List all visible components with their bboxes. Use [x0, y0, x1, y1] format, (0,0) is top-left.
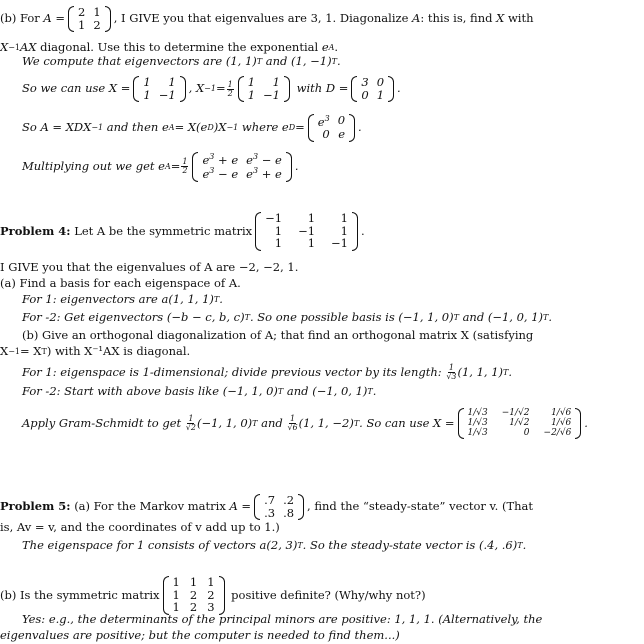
p5-q-cont: is, Av = v, and the coordinates of v add up to 1.) [0, 520, 280, 534]
p4-give: I GIVE you that the eigenvalues of A are −2, −2, 1. [0, 260, 299, 274]
matrix-eD: $e^3$ 0 0 e [308, 114, 355, 142]
matrix-X-orth: 1/√3 −1/√2 1/√6 1/√3 1/√2 1/√6 1/√3 0 −2/√6 [458, 408, 582, 439]
matrix-D: 3 0 0 1 [351, 76, 394, 102]
p5-ans: The eigenspace for 1 consists of vectors a(2, 3) T . So the steady-state vector is (.4, .6) T . [22, 538, 527, 552]
p4-b: (b) Give an orthogonal diagonalization of A; that find an orthogonal matrix X (satisfying [22, 328, 534, 342]
matrix-Xinv: 1 1 1 −1 [238, 76, 290, 102]
exp-line: So A = XDX −1 and then e A = X(e D )X −1 where e D = $e^3$ 0 0 e . [22, 113, 362, 142]
p5-yes-cont: eigenvalues are positive; but the computer is needed to find them...) [0, 628, 400, 642]
matrix-X: 1 1 1 −1 [133, 76, 185, 102]
p4-a: (a) Find a basis for each eigenspace of A. [0, 276, 241, 290]
problem-5-heading: Problem 5: (a) For the Markov matrix A = .7 .2 .3 .8 , find the “steady-state” vector v. (That [0, 493, 534, 520]
matrix-M4: −1 1 1 1 −1 1 1 1 −1 [255, 212, 358, 251]
p4-gram: Apply Gram-Schmidt to get $\frac{1}{√2}$ (−1, 1, 0) T and $\frac{1}{√6}$ (1, 1, −2) T . So can use X = 1/√3 −1/√2 1/√6 1/√3 1/√2 1/√6 1/√3 0 −2/√6 . [22, 408, 588, 438]
matrix-A: 2 1 1 2 [68, 6, 111, 32]
p4-for1b: For 1: eigenspace is 1-dimensional; divide previous vector by its length: $\frac{1}{√3}$ (1, 1, 1) T . [22, 363, 513, 381]
p5-b: (b) Is the symmetric matrix 1 1 1 1 2 2 1 2 3 positive definite? (Why/why not?) [0, 575, 426, 614]
p4-for-neg2b: For -2: Start with above basis like (−1, 1, 0) T and (−1, 0, 1) T . [22, 384, 377, 398]
part-b-question-cont: X −1 AX diagonal. Use this to determine the exponential e A . [0, 40, 339, 54]
multiply-line: Multiplying out we get e A = $\frac{1}{2}$ $e^3 + e$ $e^3 - e$ $e^3 - e$ $e^3 + e$ . [22, 152, 299, 182]
p4-for-neg2: For -2: Get eigenvectors (−b − c, b, c) T . So one possible basis is (−1, 1, 0) T and (−1, 0, 1) T . [22, 310, 553, 324]
matrix-S: 1 1 1 1 2 2 1 2 3 [163, 576, 225, 615]
p5-yes: Yes: e.g., the determinants of the principal minors are positive: 1, 1, 1. (Alternatively, the [22, 612, 543, 626]
p4-b-cont: X −1 = X T ) with X⁻¹AX is diagonal. [0, 344, 191, 358]
problem-4-heading: Problem 4: Let A be the symmetric matrix −1 1 1 1 −1 1 1 1 −1 . [0, 211, 365, 250]
x-line: So we can use X = 1 1 1 −1 , X −1 = $\frac{1}{2}$ 1 1 1 −1 with D = 3 0 0 1 . [22, 75, 401, 102]
eigvec-line: We compute that eigenvectors are (1, 1) T and (1, −1) T . [22, 54, 341, 68]
matrix-eA: $e^3 + e$ $e^3 - e$ $e^3 - e$ $e^3 + e$ [192, 152, 291, 182]
matrix-markov: .7 .2 .3 .8 [254, 494, 304, 520]
part-b-question: (b) For A = 2 1 1 2 , I GIVE you that eigenvalues are 3, 1. Diagonalize A : this is, find X with [0, 5, 534, 32]
p4-for1: For 1: eigenvectors are a(1, 1, 1) T . [22, 292, 223, 306]
